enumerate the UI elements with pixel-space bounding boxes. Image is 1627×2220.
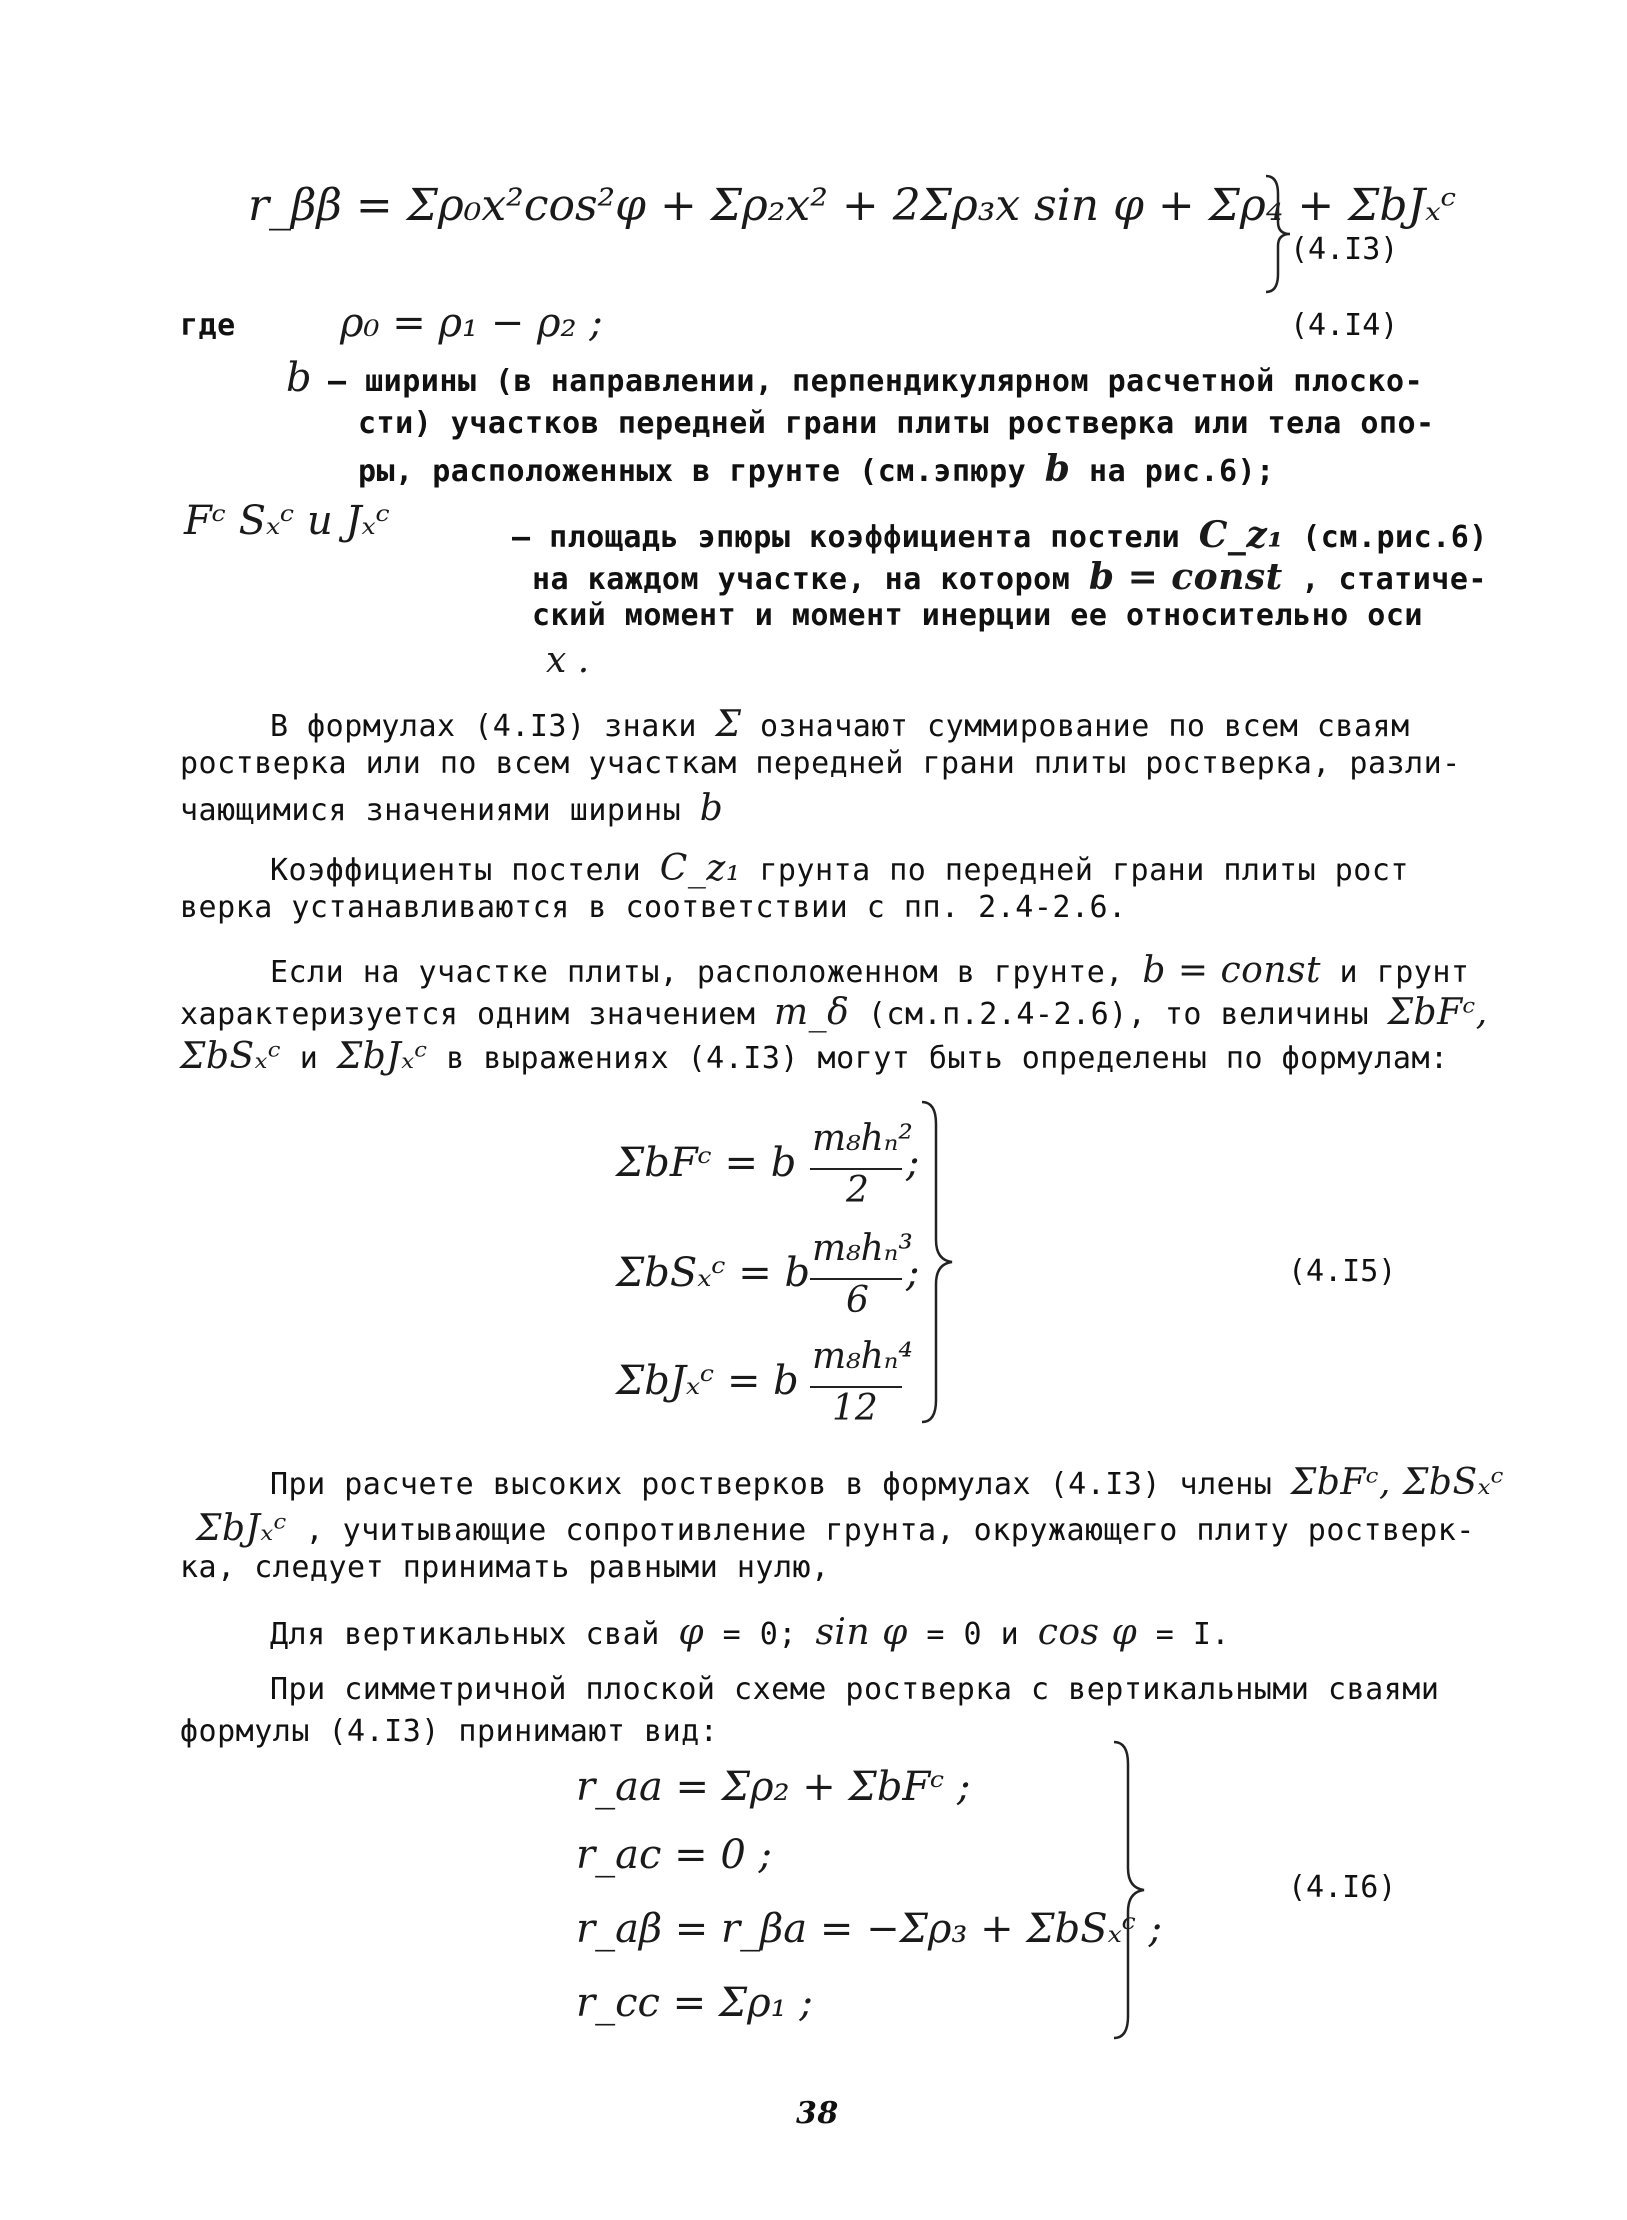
formula-4-15-line1-num: m₈hₙ²	[812, 1118, 913, 1159]
para2-line1	[270, 848, 1409, 889]
eq-number-4-13: (4.I3)	[1290, 232, 1399, 267]
para4-line1	[270, 1462, 1504, 1503]
formula-4-13: r_ββ = Σρ₀x²cos²φ + Σρ₂x² + 2Σρ₃x sin φ + Σρ₄ + ΣbJₓᶜ	[248, 180, 1457, 231]
para3-line3-a: и	[299, 1041, 319, 1076]
brace-4-16	[1110, 1740, 1150, 2040]
eq-number-4-14: (4.I4)	[1290, 308, 1399, 343]
def-b-line1: – ширины (в направлении, перпендикулярном расчетной плоско-	[328, 364, 1424, 399]
page-number: 38	[796, 2096, 839, 2131]
formula-4-16-line1: r_aa = Σρ₂ + ΣbFᶜ ;	[576, 1764, 971, 1810]
para5-d: = I.	[1155, 1617, 1230, 1652]
para3-line2-sym2: ΣbFᶜ,	[1387, 992, 1488, 1033]
def-f-line1	[512, 514, 1488, 556]
para5-sym1: φ	[678, 1612, 705, 1653]
def-f-symbols: Fᶜ Sₓᶜ и Jₓᶜ	[184, 498, 390, 544]
def-b-line3-sym: b	[1044, 448, 1071, 490]
para2-line1-sym: C_z₁	[659, 848, 741, 889]
formula-4-15-line2-den: 6	[846, 1280, 869, 1321]
para3-line2-a: характеризуется одним значением	[180, 997, 756, 1032]
para1-line1-sym: Σ	[715, 704, 742, 745]
para5-c: = 0 и	[926, 1617, 1020, 1652]
def-f-line1-sym: C_z₁	[1198, 514, 1284, 556]
para2-line1-b: грунта по передней грани плиты рост	[759, 853, 1409, 888]
def-b-line3-text: ры, расположенных в грунте (см.эпюру	[358, 454, 1027, 489]
formula-4-16-line4: r_cc = Σρ₁ ;	[576, 1980, 813, 2026]
formula-4-15-line3-left: ΣbJₓᶜ = b	[616, 1358, 799, 1404]
para4-line2-text: , учитывающие сопротивление грунта, окружающего плиту ростверк-	[305, 1513, 1475, 1548]
para3-line1-b: и грунт	[1339, 955, 1470, 990]
para3-line1-sym: b = const	[1142, 950, 1321, 991]
def-f-line2	[532, 556, 1487, 598]
para3-line3	[180, 1036, 1449, 1077]
formula-4-15-line2-left: ΣbSₓᶜ = b	[616, 1250, 811, 1296]
para4-line2	[196, 1508, 1475, 1549]
para3-line2-sym: m_δ	[773, 992, 850, 1033]
def-f-line3: ский момент и момент инерции ее относительно оси	[532, 598, 1423, 633]
eq-number-4-16: (4.I6)	[1288, 1870, 1397, 1905]
def-f-line1-end: (см.рис.6)	[1302, 520, 1488, 555]
formula-4-15-line1-left: ΣbFᶜ = b	[616, 1140, 797, 1186]
def-b-symbol: b	[286, 355, 312, 401]
formula-4-15-line2-semicolon: ;	[906, 1250, 920, 1296]
def-f-line2-sym: b = const	[1088, 556, 1283, 598]
para1-line2: ростверка или по всем участкам передней грани плиты ростверка, разли-	[180, 746, 1461, 781]
formula-4-16-line3: r_aβ = r_βa = −Σρ₃ + ΣbSₓᶜ ;	[576, 1906, 1163, 1952]
para4-line1-a: При расчете высоких ростверков в формулах (4.I3) члены	[270, 1467, 1273, 1502]
para5-sym3: cos φ	[1037, 1612, 1138, 1653]
para3-line3-sym1: ΣbSₓᶜ	[180, 1036, 282, 1077]
brace-4-15	[918, 1100, 958, 1424]
para5-b: = 0;	[722, 1617, 797, 1652]
def-f-line4: x .	[546, 640, 590, 681]
para6-line1: При симметричной плоской схеме ростверка с вертикальными сваями	[270, 1672, 1440, 1707]
para2-line1-a: Коэффициенты постели	[270, 853, 642, 888]
def-b-line3-end: на рис.6);	[1089, 454, 1275, 489]
formula-4-15-line1-semicolon: ;	[906, 1140, 920, 1186]
para4-line3: ка, следует принимать равными нулю,	[180, 1550, 830, 1585]
where-label: где	[180, 308, 236, 343]
formula-4-16-line2: r_ac = 0 ;	[576, 1832, 772, 1878]
formula-4-15-line1-den: 2	[846, 1170, 869, 1211]
eq-number-4-15: (4.I5)	[1288, 1254, 1397, 1289]
def-b-line2: сти) участков передней грани плиты ростверка или тела опо-	[358, 406, 1435, 441]
def-b-line3	[358, 448, 1275, 490]
def-f-line2-text: на каждом участке, на котором	[532, 562, 1071, 597]
para3-line3-sym2: ΣbJₓᶜ	[336, 1036, 428, 1077]
para3-line3-b: в выражениях (4.I3) могут быть определены по формулам:	[446, 1041, 1449, 1076]
para2-line2: верка устанавливаются в соответствии с пп. 2.4-2.6.	[180, 890, 1127, 925]
para1-line3-sym: b	[699, 788, 724, 829]
formula-4-15-line3-num: m₈hₙ⁴	[812, 1336, 913, 1377]
para1-line1-b: означают суммирование по всем сваям	[760, 709, 1410, 744]
formula-4-15-line3-den: 12	[832, 1388, 878, 1429]
para6-line2: формулы (4.I3) принимают вид:	[180, 1714, 719, 1749]
para4-line1-sym: ΣbFᶜ, ΣbSₓᶜ	[1290, 1462, 1505, 1503]
brace-4-13	[1262, 174, 1292, 294]
para3-line1	[270, 950, 1469, 991]
para1-line3-text: чающимися значениями ширины	[180, 793, 682, 828]
para5-sym2: sin φ	[815, 1612, 908, 1653]
formula-4-14: ρ₀ = ρ₁ − ρ₂ ;	[340, 300, 603, 346]
def-f-line2-end: , статиче-	[1301, 562, 1487, 597]
para3-line1-a: Если на участке плиты, расположенном в грунте,	[270, 955, 1124, 990]
def-f-line1-text: – площадь эпюры коэффициента постели	[512, 520, 1181, 555]
para5-line	[270, 1612, 1230, 1653]
para4-line2-sym: ΣbJₓᶜ	[196, 1508, 287, 1549]
para5-a: Для вертикальных свай	[270, 1617, 660, 1652]
para3-line2-b: (см.п.2.4-2.6), то величины	[867, 997, 1370, 1032]
para3-line2	[180, 992, 1488, 1033]
para1-line3	[180, 788, 723, 829]
formula-4-15-line2-num: m₈hₙ³	[812, 1228, 913, 1269]
para1-line1	[270, 704, 1410, 745]
para1-line1-a: В формулах (4.I3) знаки	[270, 709, 697, 744]
